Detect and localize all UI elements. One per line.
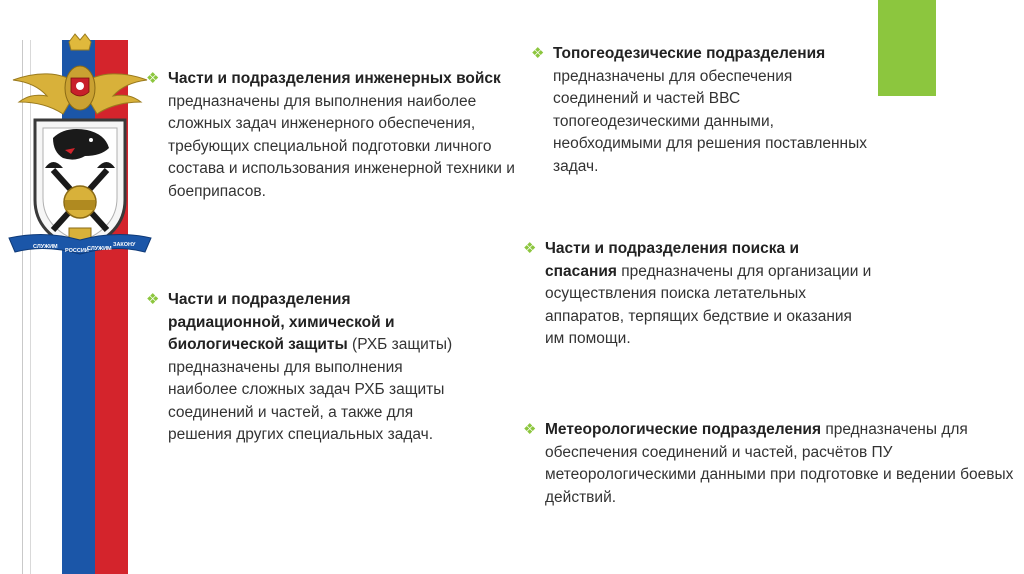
paragraph <box>545 238 875 351</box>
text-block-rchb <box>146 289 468 447</box>
paragraph <box>545 419 1015 509</box>
block-heading: Части и подразделения инженерных войск <box>168 70 501 87</box>
text-block-search-rescue <box>523 238 875 351</box>
paragraph <box>168 289 468 447</box>
text-block-meteorological <box>523 419 1015 509</box>
block-text: предназначены для организации и осуществления поиска летательных аппаратов, терпящих бедствие и оказания им помощи. <box>545 262 872 347</box>
block-heading: Части и подразделения радиационной, химической и биологической защиты <box>168 291 395 353</box>
ribbon-text-left: СЛУЖИМ <box>33 244 58 250</box>
block-heading: Части и подразделения поиска и спасания <box>545 240 799 280</box>
paragraph <box>168 68 518 203</box>
paragraph <box>553 43 873 178</box>
bullet-icon: ❖ <box>523 240 537 257</box>
block-heading: Топогеодезические подразделения <box>553 45 826 62</box>
block-heading: Метеорологические подразделения <box>545 421 822 438</box>
bullet-icon: ❖ <box>531 45 545 62</box>
text-block-engineering <box>146 68 518 203</box>
block-text: (РХБ защиты) предназначены для выполнения наиболее сложных задач РХБ защиты соединений и частей, а также для решения других специальных задач. <box>168 336 453 443</box>
block-text: предназначены для выполнения наиболее сложных задач инженерного обеспечения, требующих специальной подготовки личного состава и использования инженерной техники и боеприпасов. <box>168 92 515 200</box>
text-block-topogeodetic <box>531 43 873 178</box>
accent-bar <box>878 0 936 96</box>
block-text: предназначены для обеспечения соединений и частей ВВС топогеодезическими данными, необходимыми для решения поставленных задач. <box>553 67 868 175</box>
ribbon-text-center: РОССИИ <box>65 248 89 254</box>
emblem-icon <box>5 30 155 270</box>
ribbon-text-right: ЗАКОНУ <box>113 242 136 248</box>
bullet-icon: ❖ <box>523 421 537 438</box>
bullet-icon: ❖ <box>146 70 160 87</box>
ribbon-text-center2: СЛУЖИМ <box>87 246 112 252</box>
block-text: предназначены для обеспечения соединений и частей, расчётов ПУ метеорологическими данными при подготовке и ведении боевых действий. <box>545 421 1014 506</box>
bullet-icon: ❖ <box>146 291 160 308</box>
